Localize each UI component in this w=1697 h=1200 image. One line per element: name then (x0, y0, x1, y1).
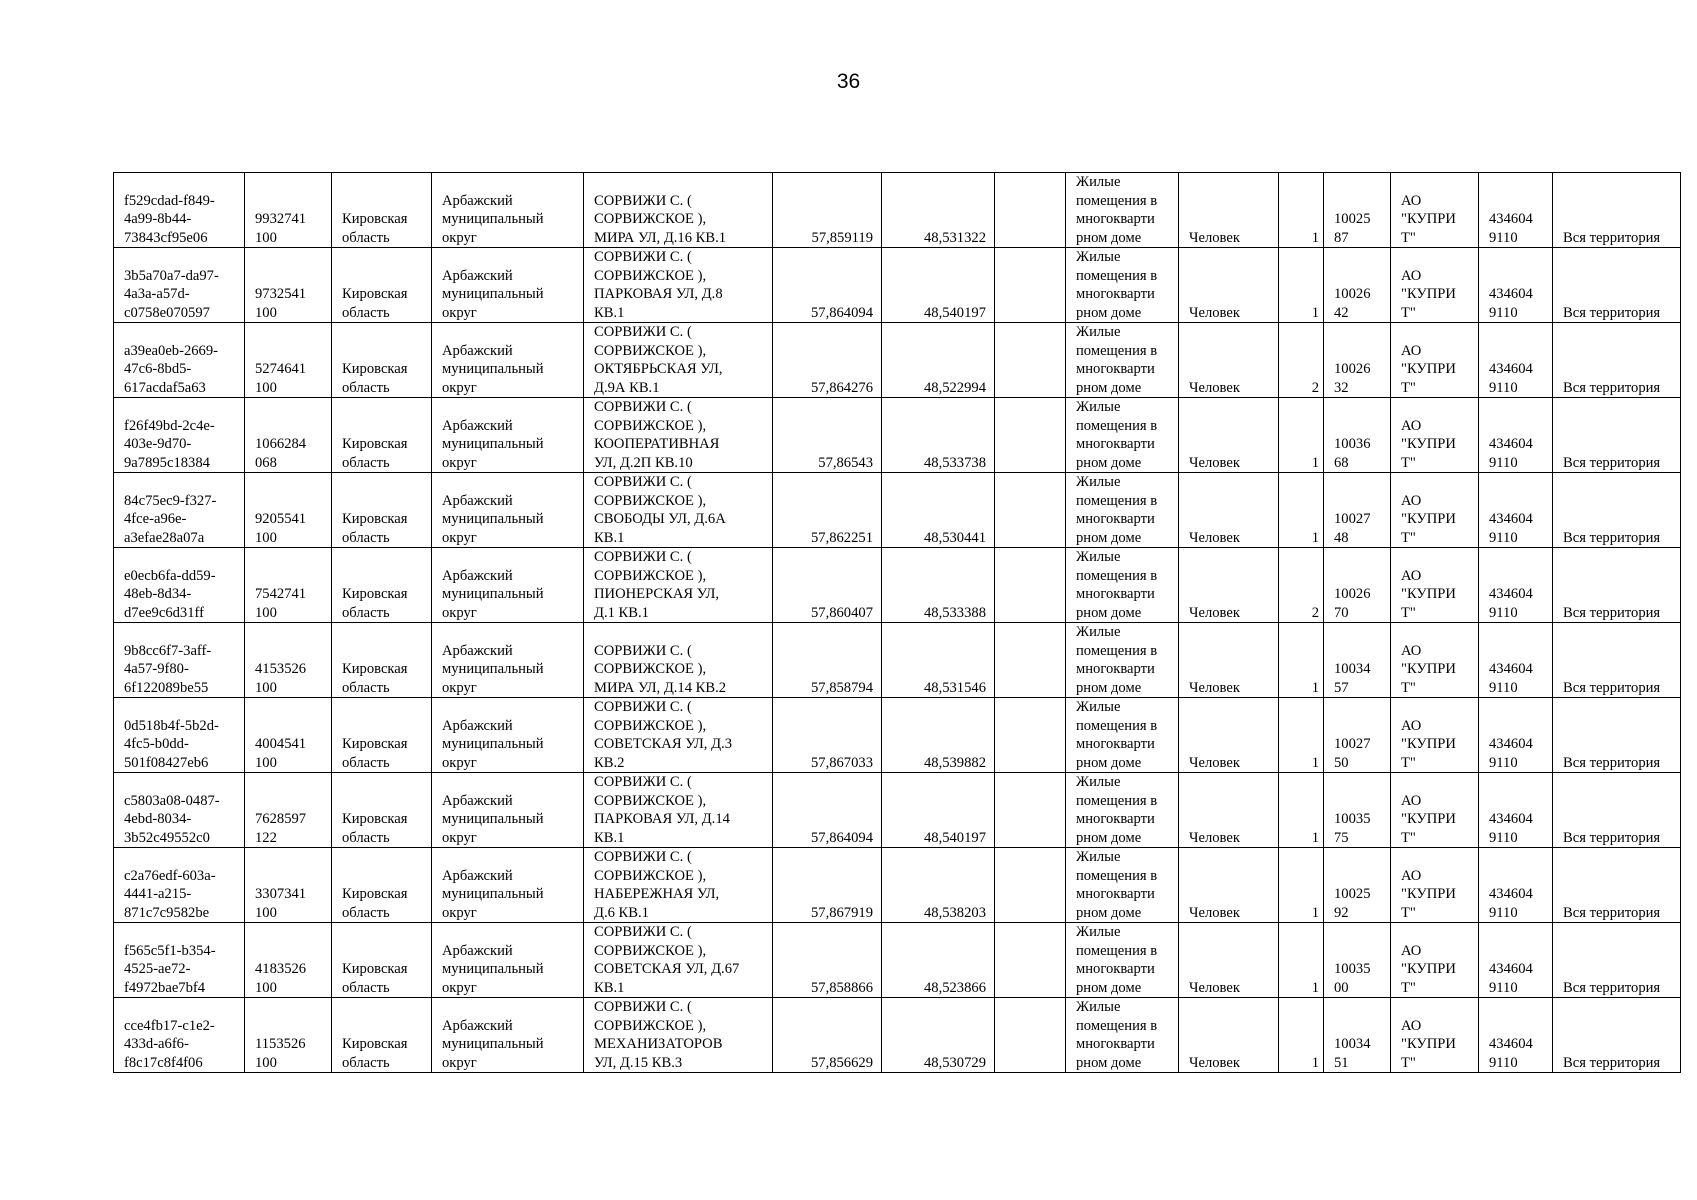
longitude-cell: 48,539882 (882, 698, 995, 773)
inn-cell: 434604 9110 (1479, 923, 1553, 998)
count-cell: 1 (1279, 398, 1324, 473)
empty-cell (995, 923, 1066, 998)
latitude-cell: 57,859119 (773, 173, 882, 248)
address-cell: СОРВИЖИ С. ( СОРВИЖСКОЕ ), КООПЕРАТИВНАЯ УЛ, Д.2П КВ.10 (584, 398, 773, 473)
inn-cell: 434604 9110 (1479, 773, 1553, 848)
empty-cell (995, 473, 1066, 548)
region-cell: Кировская область (332, 323, 432, 398)
count-cell: 1 (1279, 173, 1324, 248)
region-cell: Кировская область (332, 998, 432, 1073)
territory-cell: Вся территория (1553, 773, 1681, 848)
table-row (114, 623, 1681, 698)
table-row (114, 923, 1681, 998)
page-number: 36 (836, 70, 861, 93)
code-cell: 4004541 100 (245, 698, 332, 773)
empty-cell (995, 848, 1066, 923)
code-cell: 4183526 100 (245, 923, 332, 998)
code-cell: 7628597 122 (245, 773, 332, 848)
code-cell: 1153526 100 (245, 998, 332, 1073)
region-cell: Кировская область (332, 923, 432, 998)
number-cell: 10027 50 (1324, 698, 1391, 773)
number-cell: 10035 75 (1324, 773, 1391, 848)
premises-type-cell: Жилые помещения в многокварти рном доме (1066, 248, 1179, 323)
territory-cell: Вся территория (1553, 923, 1681, 998)
district-cell: Арбажский муниципальный округ (432, 923, 584, 998)
table-row (114, 998, 1681, 1073)
object-id-cell: c5803a08-0487- 4ebd-8034- 3b52c49552c0 (114, 773, 245, 848)
latitude-cell: 57,864094 (773, 773, 882, 848)
latitude-cell: 57,862251 (773, 473, 882, 548)
longitude-cell: 48,533738 (882, 398, 995, 473)
object-id-cell: 0d518b4f-5b2d- 4fc5-b0dd- 501f08427eb6 (114, 698, 245, 773)
district-cell: Арбажский муниципальный округ (432, 473, 584, 548)
territory-cell: Вся территория (1553, 473, 1681, 548)
count-cell: 1 (1279, 473, 1324, 548)
table-row (114, 248, 1681, 323)
inn-cell: 434604 9110 (1479, 173, 1553, 248)
district-cell: Арбажский муниципальный округ (432, 623, 584, 698)
latitude-cell: 57,86543 (773, 398, 882, 473)
latitude-cell: 57,867919 (773, 848, 882, 923)
registry-table (113, 172, 1681, 1073)
inn-cell: 434604 9110 (1479, 398, 1553, 473)
object-id-cell: f529cdad-f849- 4a99-8b44- 73843cf95e06 (114, 173, 245, 248)
longitude-cell: 48,531322 (882, 173, 995, 248)
inn-cell: 434604 9110 (1479, 548, 1553, 623)
longitude-cell: 48,540197 (882, 248, 995, 323)
unit-cell: Человек (1179, 398, 1279, 473)
territory-cell: Вся территория (1553, 998, 1681, 1073)
organization-cell: АО "КУПРИ Т" (1391, 923, 1479, 998)
premises-type-cell: Жилые помещения в многокварти рном доме (1066, 548, 1179, 623)
number-cell: 10027 48 (1324, 473, 1391, 548)
territory-cell: Вся территория (1553, 698, 1681, 773)
count-cell: 1 (1279, 848, 1324, 923)
district-cell: Арбажский муниципальный округ (432, 323, 584, 398)
unit-cell: Человек (1179, 698, 1279, 773)
address-cell: СОРВИЖИ С. ( СОРВИЖСКОЕ ), МЕХАНИЗАТОРОВ УЛ, Д.15 КВ.3 (584, 998, 773, 1073)
premises-type-cell: Жилые помещения в многокварти рном доме (1066, 473, 1179, 548)
address-cell: СОРВИЖИ С. ( СОРВИЖСКОЕ ), МИРА УЛ, Д.16 КВ.1 (584, 173, 773, 248)
table-row (114, 473, 1681, 548)
premises-type-cell: Жилые помещения в многокварти рном доме (1066, 623, 1179, 698)
address-cell: СОРВИЖИ С. ( СОРВИЖСКОЕ ), СОВЕТСКАЯ УЛ, Д.3 КВ.2 (584, 698, 773, 773)
code-cell: 9205541 100 (245, 473, 332, 548)
inn-cell: 434604 9110 (1479, 473, 1553, 548)
district-cell: Арбажский муниципальный округ (432, 548, 584, 623)
number-cell: 10026 70 (1324, 548, 1391, 623)
code-cell: 3307341 100 (245, 848, 332, 923)
organization-cell: АО "КУПРИ Т" (1391, 773, 1479, 848)
object-id-cell: f565c5f1-b354- 4525-ae72- f4972bae7bf4 (114, 923, 245, 998)
code-cell: 9732541 100 (245, 248, 332, 323)
empty-cell (995, 698, 1066, 773)
inn-cell: 434604 9110 (1479, 248, 1553, 323)
empty-cell (995, 623, 1066, 698)
unit-cell: Человек (1179, 323, 1279, 398)
number-cell: 10025 87 (1324, 173, 1391, 248)
code-cell: 4153526 100 (245, 623, 332, 698)
empty-cell (995, 398, 1066, 473)
address-cell: СОРВИЖИ С. ( СОРВИЖСКОЕ ), СОВЕТСКАЯ УЛ, Д.67 КВ.1 (584, 923, 773, 998)
unit-cell: Человек (1179, 923, 1279, 998)
longitude-cell: 48,530729 (882, 998, 995, 1073)
latitude-cell: 57,860407 (773, 548, 882, 623)
inn-cell: 434604 9110 (1479, 698, 1553, 773)
inn-cell: 434604 9110 (1479, 848, 1553, 923)
empty-cell (995, 773, 1066, 848)
table-row (114, 173, 1681, 248)
table-row (114, 323, 1681, 398)
latitude-cell: 57,858794 (773, 623, 882, 698)
unit-cell: Человек (1179, 173, 1279, 248)
number-cell: 10025 92 (1324, 848, 1391, 923)
address-cell: СОРВИЖИ С. ( СОРВИЖСКОЕ ), ПАРКОВАЯ УЛ, Д.8 КВ.1 (584, 248, 773, 323)
number-cell: 10026 32 (1324, 323, 1391, 398)
organization-cell: АО "КУПРИ Т" (1391, 698, 1479, 773)
organization-cell: АО "КУПРИ Т" (1391, 173, 1479, 248)
district-cell: Арбажский муниципальный округ (432, 698, 584, 773)
address-cell: СОРВИЖИ С. ( СОРВИЖСКОЕ ), ПИОНЕРСКАЯ УЛ, Д.1 КВ.1 (584, 548, 773, 623)
district-cell: Арбажский муниципальный округ (432, 398, 584, 473)
longitude-cell: 48,533388 (882, 548, 995, 623)
territory-cell: Вся территория (1553, 848, 1681, 923)
empty-cell (995, 173, 1066, 248)
object-id-cell: c2a76edf-603a- 4441-a215- 871c7c9582be (114, 848, 245, 923)
region-cell: Кировская область (332, 848, 432, 923)
premises-type-cell: Жилые помещения в многокварти рном доме (1066, 848, 1179, 923)
object-id-cell: 9b8cc6f7-3aff- 4a57-9f80- 6f122089be55 (114, 623, 245, 698)
territory-cell: Вся территория (1553, 398, 1681, 473)
object-id-cell: 3b5a70a7-da97- 4a3a-a57d- c0758e070597 (114, 248, 245, 323)
organization-cell: АО "КУПРИ Т" (1391, 548, 1479, 623)
inn-cell: 434604 9110 (1479, 323, 1553, 398)
object-id-cell: f26f49bd-2c4e- 403e-9d70- 9a7895c18384 (114, 398, 245, 473)
organization-cell: АО "КУПРИ Т" (1391, 998, 1479, 1073)
longitude-cell: 48,530441 (882, 473, 995, 548)
unit-cell: Человек (1179, 848, 1279, 923)
code-cell: 7542741 100 (245, 548, 332, 623)
unit-cell: Человек (1179, 623, 1279, 698)
number-cell: 10034 51 (1324, 998, 1391, 1073)
organization-cell: АО "КУПРИ Т" (1391, 248, 1479, 323)
organization-cell: АО "КУПРИ Т" (1391, 623, 1479, 698)
premises-type-cell: Жилые помещения в многокварти рном доме (1066, 998, 1179, 1073)
unit-cell: Человек (1179, 548, 1279, 623)
region-cell: Кировская область (332, 473, 432, 548)
territory-cell: Вся территория (1553, 248, 1681, 323)
region-cell: Кировская область (332, 698, 432, 773)
district-cell: Арбажский муниципальный округ (432, 998, 584, 1073)
count-cell: 1 (1279, 623, 1324, 698)
empty-cell (995, 998, 1066, 1073)
territory-cell: Вся территория (1553, 173, 1681, 248)
premises-type-cell: Жилые помещения в многокварти рном доме (1066, 173, 1179, 248)
organization-cell: АО "КУПРИ Т" (1391, 848, 1479, 923)
number-cell: 10035 00 (1324, 923, 1391, 998)
unit-cell: Человек (1179, 248, 1279, 323)
count-cell: 1 (1279, 998, 1324, 1073)
number-cell: 10034 57 (1324, 623, 1391, 698)
inn-cell: 434604 9110 (1479, 623, 1553, 698)
count-cell: 2 (1279, 323, 1324, 398)
longitude-cell: 48,522994 (882, 323, 995, 398)
territory-cell: Вся территория (1553, 548, 1681, 623)
object-id-cell: 84c75ec9-f327- 4fce-a96e- a3efae28a07a (114, 473, 245, 548)
latitude-cell: 57,858866 (773, 923, 882, 998)
number-cell: 10036 68 (1324, 398, 1391, 473)
object-id-cell: e0ecb6fa-dd59- 48eb-8d34- d7ee9c6d31ff (114, 548, 245, 623)
region-cell: Кировская область (332, 398, 432, 473)
object-id-cell: a39ea0eb-2669- 47c6-8bd5- 617acdaf5a63 (114, 323, 245, 398)
empty-cell (995, 548, 1066, 623)
territory-cell: Вся территория (1553, 623, 1681, 698)
object-id-cell: cce4fb17-c1e2- 433d-a6f6- f8c17c8f4f06 (114, 998, 245, 1073)
district-cell: Арбажский муниципальный округ (432, 773, 584, 848)
table-row (114, 773, 1681, 848)
address-cell: СОРВИЖИ С. ( СОРВИЖСКОЕ ), МИРА УЛ, Д.14 КВ.2 (584, 623, 773, 698)
region-cell: Кировская область (332, 173, 432, 248)
table-row (114, 698, 1681, 773)
longitude-cell: 48,538203 (882, 848, 995, 923)
latitude-cell: 57,856629 (773, 998, 882, 1073)
latitude-cell: 57,867033 (773, 698, 882, 773)
count-cell: 1 (1279, 923, 1324, 998)
inn-cell: 434604 9110 (1479, 998, 1553, 1073)
table-row (114, 398, 1681, 473)
code-cell: 1066284 068 (245, 398, 332, 473)
empty-cell (995, 323, 1066, 398)
region-cell: Кировская область (332, 248, 432, 323)
unit-cell: Человек (1179, 473, 1279, 548)
district-cell: Арбажский муниципальный округ (432, 848, 584, 923)
table-row (114, 548, 1681, 623)
premises-type-cell: Жилые помещения в многокварти рном доме (1066, 773, 1179, 848)
district-cell: Арбажский муниципальный округ (432, 173, 584, 248)
organization-cell: АО "КУПРИ Т" (1391, 398, 1479, 473)
number-cell: 10026 42 (1324, 248, 1391, 323)
premises-type-cell: Жилые помещения в многокварти рном доме (1066, 398, 1179, 473)
region-cell: Кировская область (332, 623, 432, 698)
premises-type-cell: Жилые помещения в многокварти рном доме (1066, 323, 1179, 398)
address-cell: СОРВИЖИ С. ( СОРВИЖСКОЕ ), ОКТЯБРЬСКАЯ УЛ, Д.9А КВ.1 (584, 323, 773, 398)
count-cell: 2 (1279, 548, 1324, 623)
premises-type-cell: Жилые помещения в многокварти рном доме (1066, 923, 1179, 998)
longitude-cell: 48,523866 (882, 923, 995, 998)
district-cell: Арбажский муниципальный округ (432, 248, 584, 323)
empty-cell (995, 248, 1066, 323)
code-cell: 9932741 100 (245, 173, 332, 248)
territory-cell: Вся территория (1553, 323, 1681, 398)
code-cell: 5274641 100 (245, 323, 332, 398)
address-cell: СОРВИЖИ С. ( СОРВИЖСКОЕ ), НАБЕРЕЖНАЯ УЛ, Д.6 КВ.1 (584, 848, 773, 923)
latitude-cell: 57,864094 (773, 248, 882, 323)
longitude-cell: 48,540197 (882, 773, 995, 848)
count-cell: 1 (1279, 698, 1324, 773)
count-cell: 1 (1279, 248, 1324, 323)
table-row (114, 848, 1681, 923)
region-cell: Кировская область (332, 773, 432, 848)
unit-cell: Человек (1179, 773, 1279, 848)
unit-cell: Человек (1179, 998, 1279, 1073)
longitude-cell: 48,531546 (882, 623, 995, 698)
organization-cell: АО "КУПРИ Т" (1391, 473, 1479, 548)
premises-type-cell: Жилые помещения в многокварти рном доме (1066, 698, 1179, 773)
address-cell: СОРВИЖИ С. ( СОРВИЖСКОЕ ), СВОБОДЫ УЛ, Д.6А КВ.1 (584, 473, 773, 548)
organization-cell: АО "КУПРИ Т" (1391, 323, 1479, 398)
address-cell: СОРВИЖИ С. ( СОРВИЖСКОЕ ), ПАРКОВАЯ УЛ, Д.14 КВ.1 (584, 773, 773, 848)
latitude-cell: 57,864276 (773, 323, 882, 398)
region-cell: Кировская область (332, 548, 432, 623)
count-cell: 1 (1279, 773, 1324, 848)
